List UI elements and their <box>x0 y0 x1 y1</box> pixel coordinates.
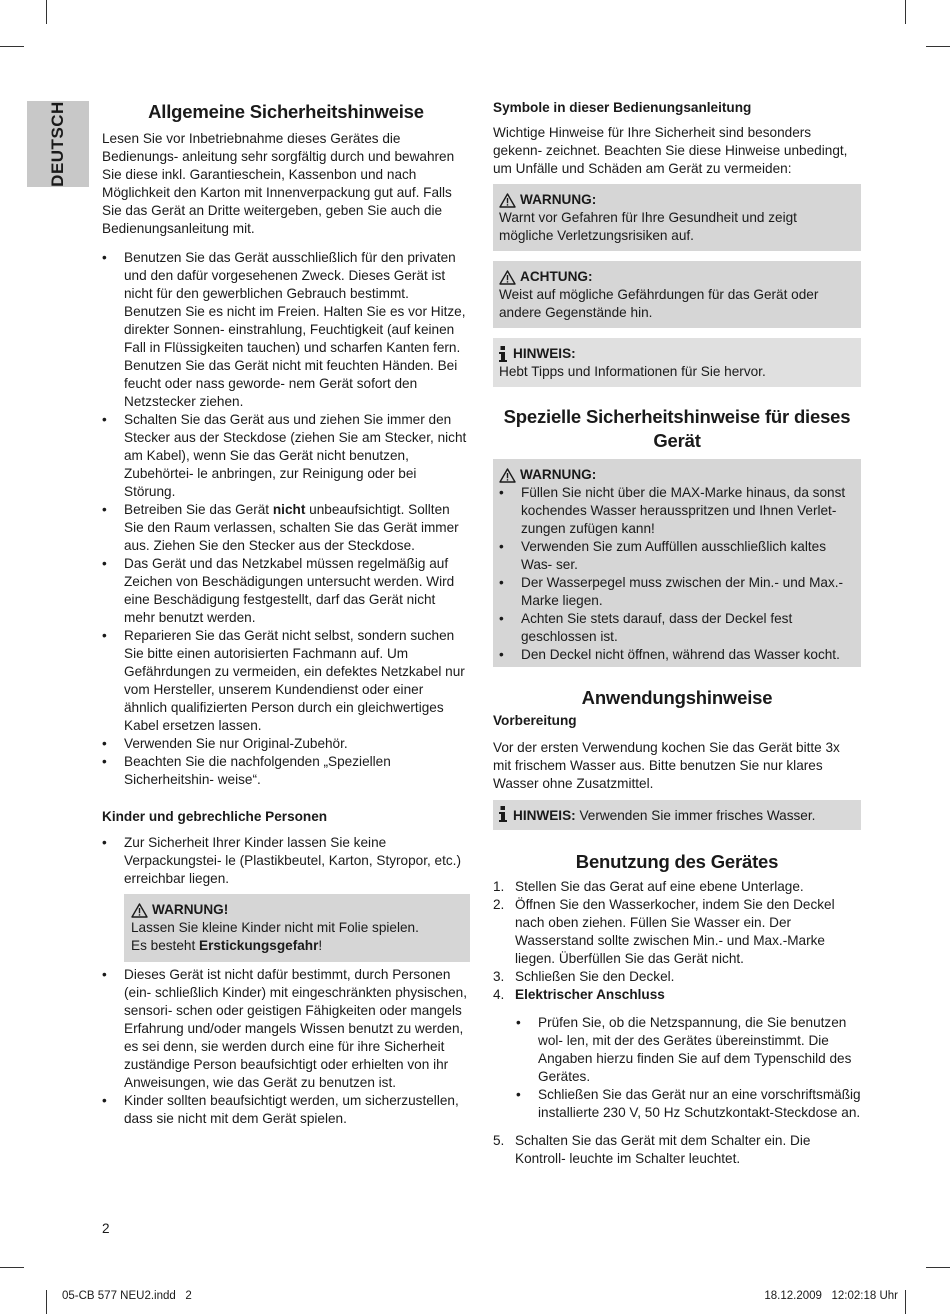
info-icon <box>499 806 507 822</box>
list-item: • Schalten Sie das Gerät aus und ziehen Sie immer den Stecker aus der Steckdose (ziehen Sie am Stecker, nicht am Kabel), wenn Sie das Gerät nicht benutzen, Zubehörtei- le anbringen, zur Reinigung oder bei Störung. <box>102 411 470 501</box>
list-item: • Den Deckel nicht öffnen, während das Wasser kocht. <box>499 646 855 664</box>
list-item: • Verwenden Sie zum Auffüllen ausschließlich kaltes Was- ser. <box>499 538 855 574</box>
children-heading: Kinder und gebrechliche Personen <box>102 809 328 824</box>
list-item: • Verwenden Sie nur Original-Zubehör. <box>102 735 470 753</box>
warning-triangle-icon <box>131 903 148 918</box>
general-safety-title: Allgemeine Sicherheitshinweise <box>148 101 424 122</box>
usage-title: Anwendungshinweise <box>581 687 773 708</box>
step-item <box>493 986 861 1004</box>
crop-mark <box>46 0 47 24</box>
warnung-title <box>499 191 855 209</box>
intro-paragraph: Lesen Sie vor Inbetriebnahme dieses Gerätes die Bedienungs- anleitung sehr sorgfältig durch und bewahren Sie diese inkl. Garantieschein, Kassenbon und nach Möglichkeit den Karton mit Innenverpackung gut auf. Falls Sie das Gerät an Dritte weitergeben, geben Sie auch die Bedienungsanleitung mit. <box>102 131 455 236</box>
crop-mark <box>0 46 24 47</box>
step-number: 2. <box>493 897 505 912</box>
achtung-box <box>493 261 861 328</box>
step-item <box>493 968 861 986</box>
list-item: • Füllen Sie nicht über die MAX-Marke hinaus, da sonst kochendes Wasser herausspritzen und Ihnen Verlet- zungen zufügen kann! <box>499 484 855 538</box>
list-item: • Kinder sollten beaufsichtigt werden, um sicherzustellen, dass sie nicht mit dem Gerät spielen. <box>102 1092 470 1128</box>
hint-line <box>499 806 855 825</box>
special-warning-list <box>499 484 855 664</box>
footer-file-info: 05-CB 577 NEU2.indd 2 <box>62 1290 192 1302</box>
achtung-label: ACHTUNG: <box>520 269 593 284</box>
page-number: 2 <box>102 1221 110 1236</box>
warning-line <box>131 937 464 955</box>
warning-triangle-icon <box>499 193 516 208</box>
warning-title: WARNUNG! <box>152 902 229 917</box>
hinweis-title <box>499 345 855 363</box>
hinweis-box <box>493 338 861 387</box>
step-number: 1. <box>493 879 505 894</box>
step-text: Schalten Sie das Gerät mit dem Schalter ein. Die Kontroll- leuchte im Schalter leuchtet. <box>515 1133 811 1166</box>
step-text: Öffnen Sie den Wasserkocher, indem Sie den Deckel nach oben ziehen. Füllen Sie Wasser ein. Der Wasserstand sollte zwischen Min.- und Max.-Marke liegen. Überfüllen Sie das Gerät nicht. <box>515 897 835 966</box>
warning-box <box>124 894 470 962</box>
warnung-box <box>493 184 861 251</box>
safety-list <box>102 249 470 789</box>
crop-mark <box>926 1267 950 1268</box>
list-item: • Dieses Gerät ist nicht dafür bestimmt, durch Personen (ein- schließlich Kinder) mit eingeschränkten physischen, sensori- schen oder geistigen Fähigkeiten oder mangels Erfahrung und/oder mangels Wissen benutzt zu werden, es sei denn, sie werden durch eine für ihre Sicherheit zuständige Person beaufsichtigt oder erhielten von ihr Anweisungen, wie das Gerät zu benutzen ist. <box>102 966 470 1092</box>
step-item <box>493 1132 861 1168</box>
hint-text: Verwenden Sie immer frisches Wasser. <box>575 808 816 823</box>
children-list <box>102 834 470 888</box>
crop-mark <box>905 0 906 24</box>
step-text: Schließen Sie den Deckel. <box>515 969 675 984</box>
step-item <box>493 896 861 968</box>
info-icon <box>499 346 507 362</box>
crop-mark <box>0 1267 24 1268</box>
hinweis-label: HINWEIS: <box>513 346 576 361</box>
warnung-text: Warnt vor Gefahren für Ihre Gesundheit und zeigt mögliche Verletzungsrisiken auf. <box>499 210 797 243</box>
list-item: • Zur Sicherheit Ihrer Kinder lassen Sie keine Verpackungstei- le (Plastikbeutel, Karton, Styropor, etc.) erreichbar liegen. <box>102 834 470 888</box>
warning-box-title <box>131 901 464 919</box>
steps-list-2 <box>493 1132 861 1168</box>
special-warning-title <box>499 466 855 484</box>
right-column <box>493 98 861 1168</box>
hint-label: HINWEIS: <box>513 808 576 823</box>
list-item: • Beachten Sie die nachfolgenden „Speziellen Sicherheitshin- weise“. <box>102 753 470 789</box>
list-item: • Schließen Sie das Gerät nur an eine vorschriftsmäßig installierte 230 V, 50 Hz Schutzkontakt-Steckdose an. <box>493 1086 861 1122</box>
step-text: Stellen Sie das Gerat auf eine ebene Unterlage. <box>515 879 804 894</box>
crop-mark <box>905 1290 906 1314</box>
step-number: 4. <box>493 987 505 1002</box>
steps-list <box>493 878 861 1004</box>
hint-box <box>493 800 861 830</box>
achtung-title <box>499 268 855 286</box>
step-item <box>493 878 861 896</box>
hinweis-text: Hebt Tipps und Informationen für Sie hervor. <box>499 364 766 379</box>
step-number: 5. <box>493 1133 505 1148</box>
list-item: • Benutzen Sie das Gerät ausschließlich für den privaten und den dafür vorgesehenen Zweck. Dieses Gerät ist nicht für den gewerblichen Gebrauch bestimmt. Benutzen Sie es nicht im Freien. Halten Sie es vor Hitze, direkter Sonnen- einstrahlung, Feuchtigkeit (auf keinen Fall in Flüssigkeiten tauchen) und scharfen Kanten fern. Benutzen Sie das Gerät nicht mit feuchten Händen. Bei feucht oder nass geworde- nem Gerät sofort den Netzstecker ziehen. <box>102 249 470 411</box>
preparation-text: Vor der ersten Verwendung kochen Sie das Gerät bitte 3x mit frischem Wasser aus. Bitte benutzen Sie nur klares Wasser ohne Zusatzmittel. <box>493 740 840 791</box>
footer-timestamp: 18.12.2009 12:02:18 Uhr <box>764 1290 898 1302</box>
step-number: 3. <box>493 969 505 984</box>
crop-mark <box>926 46 950 47</box>
special-warning-box <box>493 459 861 667</box>
language-tab-label: DEUTSCH <box>48 101 67 187</box>
symbols-heading: Symbole in dieser Bedienungsanleitung <box>493 100 752 115</box>
list-item: • Reparieren Sie das Gerät nicht selbst, sondern suchen Sie bitte einen autorisierten Fachmann auf. Um Gefährdungen zu vermeiden, ein defektes Netzkabel nur vom Hersteller, unserem Kundendienst oder einer ähnlich qualifizierten Person durch ein gleichwertiges Kabel ersetzen lassen. <box>102 627 470 735</box>
children-list-2 <box>102 966 470 1128</box>
special-safety-title: Spezielle Sicherheitshinweise für dieses Gerät <box>503 406 851 451</box>
text-run: Es besteht <box>131 938 200 953</box>
symbols-intro: Wichtige Hinweise für Ihre Sicherheit sind besonders gekenn- zeichnet. Beachten Sie diese Hinweise unbedingt, um Unfälle und Schäden am Gerät zu vermeiden: <box>493 125 848 176</box>
bold-text: nicht <box>272 502 306 517</box>
text-run: Betreiben Sie das Gerät <box>124 502 273 517</box>
left-column <box>102 98 470 1128</box>
achtung-text: Weist auf mögliche Gefährdungen für das Gerät oder andere Gegenstände hin. <box>499 287 819 320</box>
list-item: • Das Gerät und das Netzkabel müssen regelmäßig auf Zeichen von Beschädigungen untersucht werden. Wird eine Beschädigung festgestellt, darf das Gerät nicht mehr benutzt werden. <box>102 555 470 627</box>
list-item: • Der Wasserpegel muss zwischen der Min.- und Max.- Marke liegen. <box>499 574 855 610</box>
electrical-connection-list <box>493 1014 861 1122</box>
text-run: ! <box>318 938 323 953</box>
bold-text: Erstickungsgefahr <box>199 938 319 953</box>
special-warning-label: WARNUNG: <box>520 467 597 482</box>
text-run: unbeaufsichtigt. Sollten Sie den Raum verlassen, schalten Sie das Gerät immer aus. Ziehen Sie den Stecker aus der Steckdose. <box>124 502 459 553</box>
list-item: • Achten Sie stets darauf, dass der Deckel fest geschlossen ist. <box>499 610 855 646</box>
crop-mark <box>46 1290 47 1314</box>
list-item: • Prüfen Sie, ob die Netzspannung, die Sie benutzen wol- len, mit der des Gerätes übereinstimmt. Die Angaben hierzu finden Sie auf dem Typenschild des Gerätes. <box>493 1014 861 1086</box>
step-text: Elektrischer Anschluss <box>515 987 665 1002</box>
preparation-heading: Vorbereitung <box>493 713 577 728</box>
warnung-label: WARNUNG: <box>520 192 597 207</box>
list-item <box>102 501 470 555</box>
device-use-title: Benutzung des Gerätes <box>575 851 779 872</box>
warning-line: Lassen Sie kleine Kinder nicht mit Folie spielen. <box>131 920 419 935</box>
caution-triangle-icon <box>499 270 516 285</box>
warning-triangle-icon <box>499 468 516 483</box>
